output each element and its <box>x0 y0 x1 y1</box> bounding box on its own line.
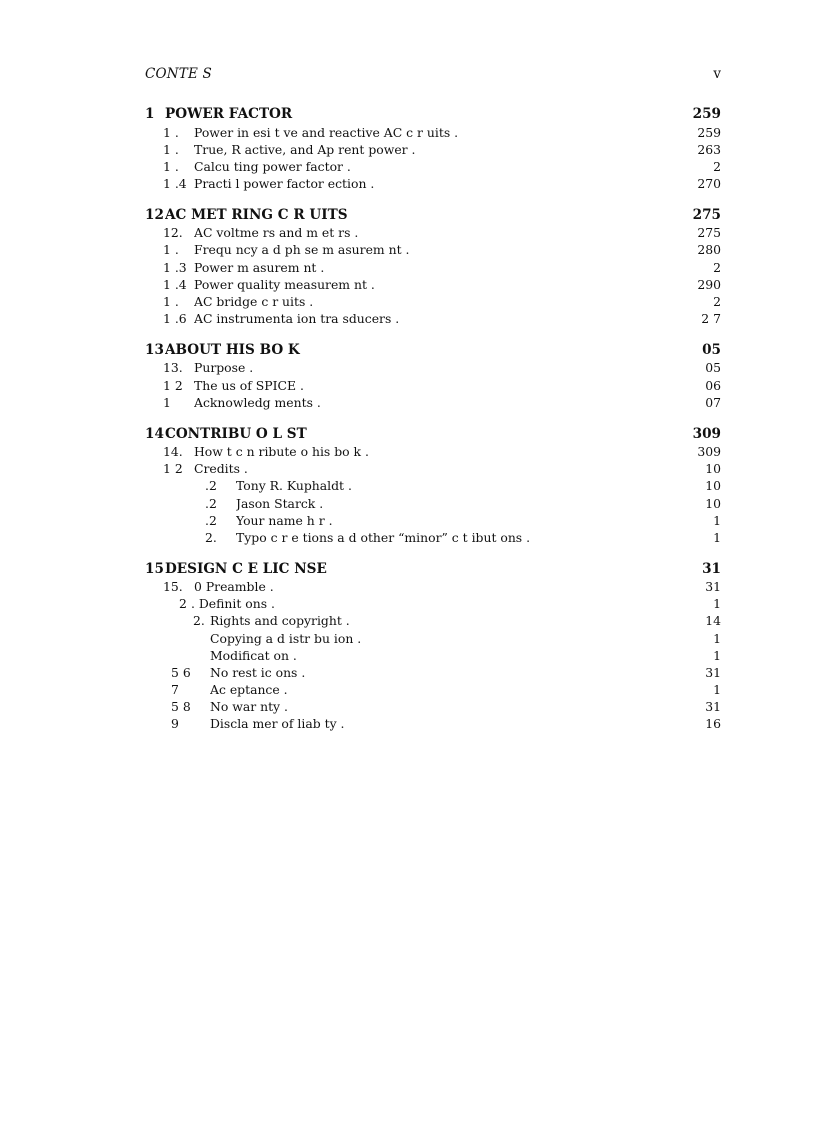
toc-entry[interactable] <box>145 359 721 376</box>
section-number: 1 . <box>163 141 179 157</box>
chapter-page: 05 <box>702 341 721 358</box>
section-title: True, R active, and Ap rent power . <box>194 141 416 157</box>
chapter-heading[interactable] <box>145 561 721 579</box>
toc-subentry[interactable] <box>145 477 721 494</box>
toc-item[interactable] <box>145 681 721 698</box>
section-title: Calcu ting power factor . <box>194 158 351 174</box>
item-number: 7 <box>171 681 179 697</box>
subsection-page: 1 <box>713 529 721 545</box>
toc-item[interactable] <box>145 664 721 681</box>
item-page: 16 <box>705 716 721 732</box>
section-title: Practi l power factor ection . <box>194 175 375 191</box>
chapter-design-science-license <box>145 561 721 732</box>
toc-entry[interactable] <box>145 310 721 327</box>
subsection-page: 1 <box>713 512 721 528</box>
table-of-contents-page <box>145 66 721 747</box>
toc-entry[interactable] <box>145 259 721 276</box>
subsection-page: 10 <box>705 478 721 494</box>
chapter-page: 31 <box>702 560 721 577</box>
chapter-number: 1 <box>145 106 155 122</box>
section-page: 07 <box>705 394 721 410</box>
section-page: 290 <box>697 276 721 292</box>
toc-subentry[interactable] <box>145 512 721 529</box>
toc-entry[interactable] <box>145 460 721 477</box>
toc-item[interactable] <box>145 630 721 647</box>
subsection-number: .2 <box>205 512 217 528</box>
section-page: 259 <box>697 124 721 140</box>
section-page: 05 <box>705 360 721 376</box>
chapter-heading[interactable] <box>145 106 721 124</box>
section-page: 31 <box>705 579 721 595</box>
toc-subentry[interactable] <box>145 495 721 512</box>
section-page: 2 7 <box>701 310 721 326</box>
toc-subentry[interactable] <box>145 529 721 546</box>
subsection-number: 2. <box>205 529 217 545</box>
item-number: 2 <box>179 596 187 612</box>
toc-entry[interactable] <box>145 241 721 258</box>
section-number: 1 .6 <box>163 310 187 326</box>
chapter-number: 13 <box>145 341 164 358</box>
section-number: 1 . <box>163 293 179 309</box>
section-title: Power quality measurem nt . <box>194 276 375 292</box>
subsection-page: 10 <box>705 495 721 511</box>
chapter-heading[interactable] <box>145 426 721 444</box>
section-title: Power in esi t ve and reactive AC c r uits . <box>194 124 459 140</box>
toc-entry[interactable] <box>145 276 721 293</box>
item-page: 31 <box>705 664 721 680</box>
toc-entry[interactable] <box>145 377 721 394</box>
section-page: 06 <box>705 377 721 393</box>
section-title: Frequ ncy a d ph se m asurem nt . <box>194 242 410 258</box>
subsection-title: Jason Starck . <box>236 495 324 511</box>
chapter-title: DESIGN C E LIC NSE <box>165 560 327 577</box>
section-number: 1 .3 <box>163 259 187 275</box>
section-number: 1 <box>163 394 171 410</box>
chapter-page: 309 <box>692 425 721 442</box>
item-number: 5 8 <box>171 698 191 714</box>
item-page: 1 <box>713 647 721 663</box>
item-page: 1 <box>713 630 721 646</box>
item-page: 1 <box>713 681 721 697</box>
section-number: 1 2 <box>163 461 183 477</box>
page-number: v <box>713 66 721 82</box>
toc-entry[interactable] <box>145 394 721 411</box>
item-title: Rights and copyright . <box>210 613 350 629</box>
section-title: The us of SPICE . <box>194 377 304 393</box>
section-title: Power m asurem nt . <box>194 259 325 275</box>
section-page: 2 <box>713 259 721 275</box>
item-page: 31 <box>705 698 721 714</box>
item-number: 2. <box>193 613 205 629</box>
item-title: Modificat on . <box>210 647 297 663</box>
chapter-heading[interactable] <box>145 342 721 360</box>
section-page: 2 <box>713 158 721 174</box>
section-number: 12. <box>163 225 183 241</box>
section-number: 1 . <box>163 242 179 258</box>
section-title: Credits . <box>194 461 248 477</box>
chapter-power-factor <box>145 106 721 192</box>
item-title: No war nty . <box>210 698 288 714</box>
section-number: 1 2 <box>163 377 183 393</box>
chapter-title: POWER FACTOR <box>165 106 293 122</box>
subsection-title: Your name h r . <box>236 512 333 528</box>
section-page: 263 <box>697 141 721 157</box>
section-page: 2 <box>713 293 721 309</box>
item-number: 9 <box>171 716 179 732</box>
toc-item[interactable] <box>145 698 721 715</box>
item-title: Copying a d istr bu ion . <box>210 630 362 646</box>
subsection-number: .2 <box>205 495 217 511</box>
item-title: No rest ic ons . <box>210 664 306 680</box>
chapter-title: ABOUT HIS BO K <box>165 341 300 358</box>
section-page: 10 <box>705 461 721 477</box>
toc-item[interactable] <box>145 612 721 629</box>
item-title: Ac eptance . <box>210 681 288 697</box>
chapter-number: 14 <box>145 425 164 442</box>
section-number: 1 .4 <box>163 276 187 292</box>
section-number: 13. <box>163 360 183 376</box>
section-number: 1 . <box>163 124 179 140</box>
chapter-heading[interactable] <box>145 207 721 225</box>
section-number: 15. <box>163 579 183 595</box>
toc-entry[interactable] <box>145 578 721 595</box>
toc-entry[interactable] <box>145 141 721 158</box>
toc-entry[interactable] <box>145 443 721 460</box>
item-page: 14 <box>705 613 721 629</box>
section-number: 1 .4 <box>163 175 187 191</box>
section-number: 1 . <box>163 158 179 174</box>
section-page: 309 <box>697 444 721 460</box>
subsection-title: Tony R. Kuphaldt . <box>236 478 352 494</box>
toc-entry[interactable] <box>145 293 721 310</box>
chapter-ac-metering-circuits <box>145 207 721 327</box>
toc-entry[interactable] <box>145 224 721 241</box>
section-page: 270 <box>697 175 721 191</box>
chapter-title: CONTRIBU O L ST <box>165 425 307 442</box>
chapter-number: 15 <box>145 560 164 577</box>
chapter-page: 275 <box>692 206 721 223</box>
toc-entry[interactable] <box>145 158 721 175</box>
item-title: Discla mer of liab ty . <box>210 716 345 732</box>
toc-entry[interactable] <box>145 124 721 141</box>
item-title: . Definit ons . <box>191 596 275 612</box>
section-page: 275 <box>697 225 721 241</box>
toc-entry[interactable] <box>145 175 721 192</box>
toc-item[interactable] <box>145 715 721 732</box>
chapter-page: 259 <box>692 106 721 122</box>
section-title: 0 Preamble . <box>194 579 274 595</box>
section-number: 14. <box>163 444 183 460</box>
item-page: 1 <box>713 596 721 612</box>
section-title: Acknowledg ments . <box>194 394 321 410</box>
chapter-title: AC MET RING C R UITS <box>165 206 348 223</box>
item-number: 5 6 <box>171 664 191 680</box>
section-title: How t c n ribute o his bo k . <box>194 444 369 460</box>
section-title: Purpose . <box>194 360 254 376</box>
chapter-contributor-list <box>145 426 721 546</box>
running-header-title: CONTE S <box>145 66 213 82</box>
toc-item[interactable] <box>145 595 721 612</box>
section-title: AC bridge c r uits . <box>194 293 314 309</box>
section-title: AC instrumenta ion tra sducers . <box>194 310 400 326</box>
chapter-number: 12 <box>145 206 164 223</box>
subsection-title: Typo c r e tions a d other “minor” c t ibut ons . <box>236 529 531 545</box>
subsection-number: .2 <box>205 478 217 494</box>
running-header <box>145 66 721 84</box>
chapter-about-this-book <box>145 342 721 411</box>
toc-item[interactable] <box>145 647 721 664</box>
section-title: AC voltme rs and m et rs . <box>194 225 359 241</box>
section-page: 280 <box>697 242 721 258</box>
